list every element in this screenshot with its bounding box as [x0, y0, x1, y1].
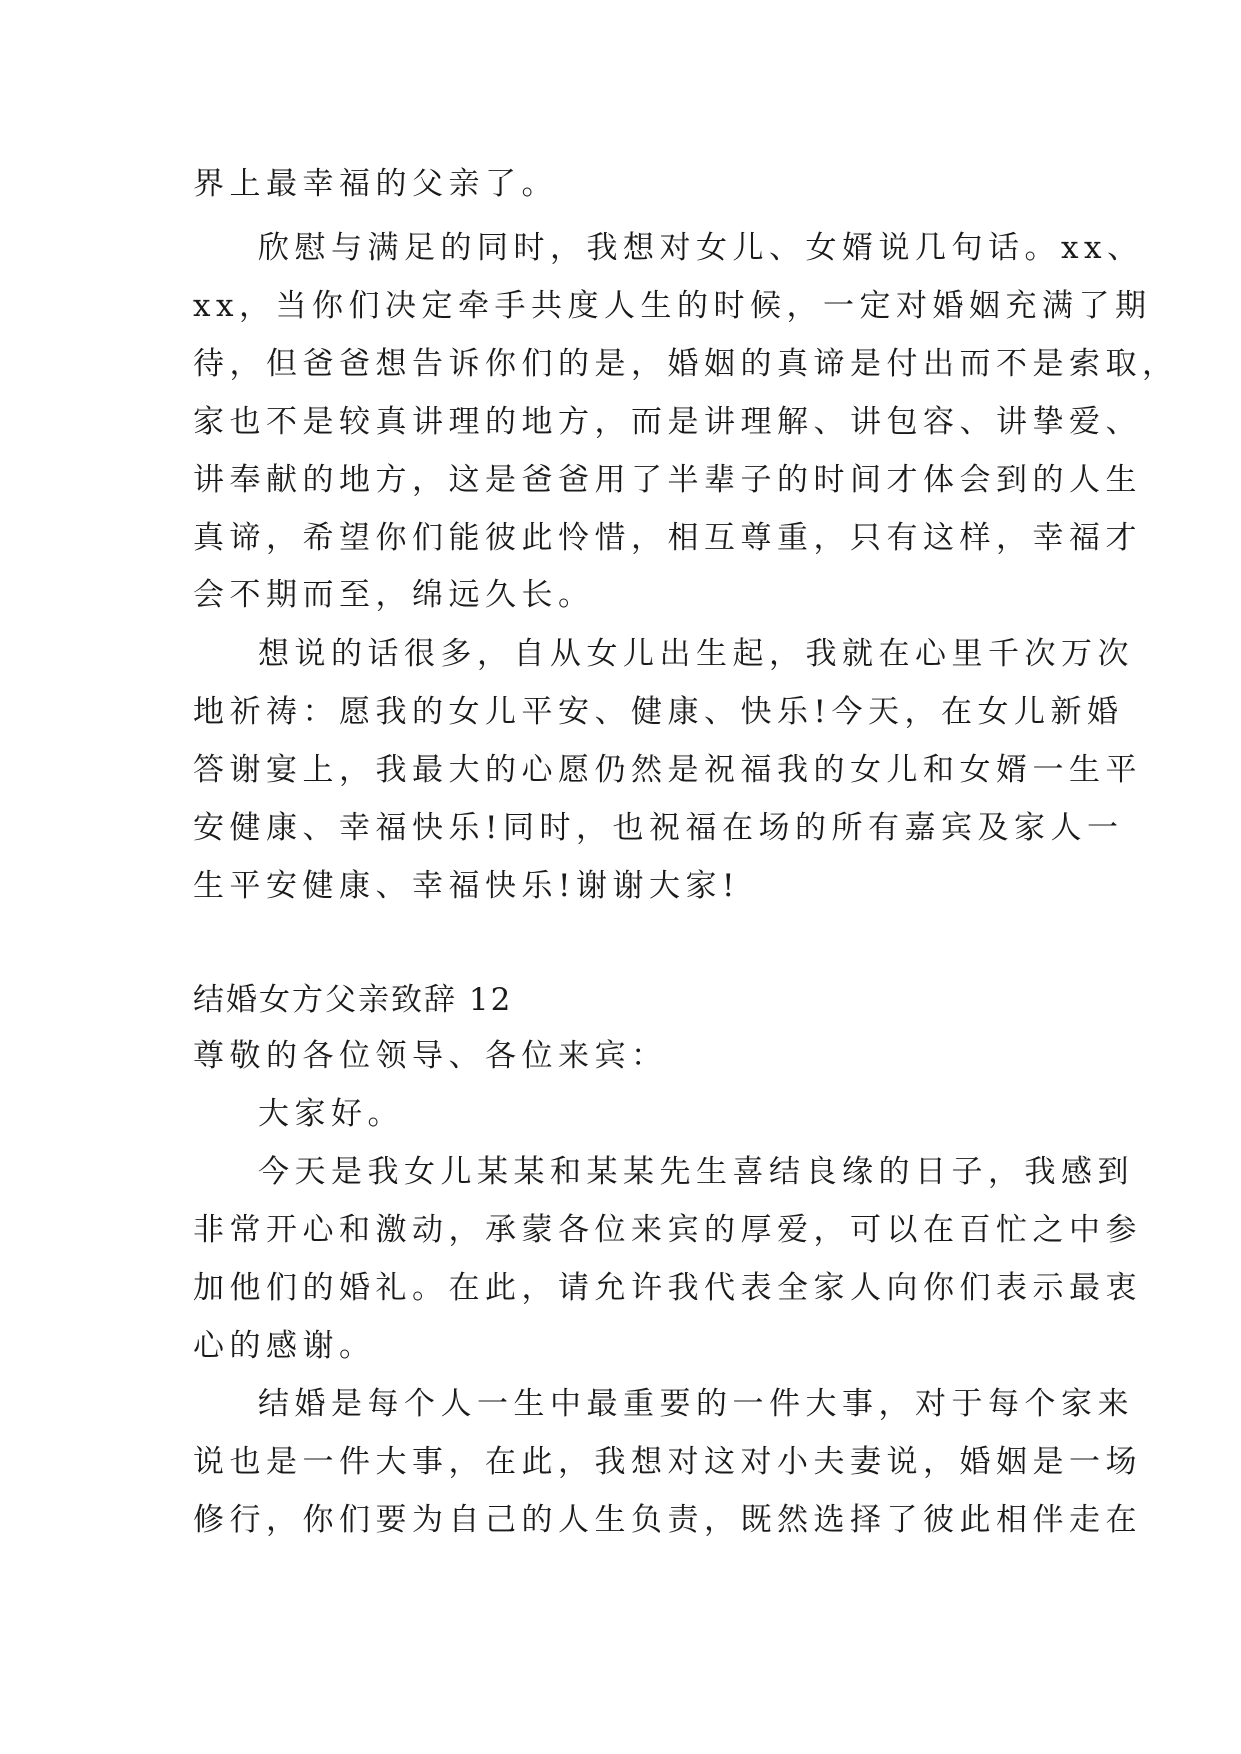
- text-line: 地祈祷：愿我的女儿平安、健康、快乐!今天，在女儿新婚: [193, 694, 1124, 730]
- text-line: 真谛，希望你们能彼此怜惜，相互尊重，只有这样，幸福才: [193, 520, 1142, 556]
- paragraph-first-line: 今天是我女儿某某和某某先生喜结良缘的日子，我感到: [258, 1154, 1134, 1190]
- text-line: 心的感谢。: [193, 1328, 376, 1364]
- text-line: 讲奉献的地方，这是爸爸用了半辈子的时间才体会到的人生: [193, 462, 1142, 498]
- text-line: 家也不是较真讲理的地方，而是讲理解、讲包容、讲挚爱、: [193, 404, 1142, 440]
- text-line: 安健康、幸福快乐!同时，也祝福在场的所有嘉宾及家人一: [193, 810, 1124, 846]
- text-line: xx，当你们决定牵手共度人生的时候，一定对婚姻充满了期: [193, 288, 1152, 324]
- text-line: 生平安健康、幸福快乐!谢谢大家!: [193, 868, 740, 904]
- greeting: 大家好。: [258, 1096, 404, 1132]
- text-line: 界上最幸福的父亲了。: [193, 166, 558, 202]
- text-line: 修行，你们要为自己的人生负责，既然选择了彼此相伴走在: [193, 1502, 1142, 1538]
- text-line: 待，但爸爸想告诉你们的是，婚姻的真谛是付出而不是索取，: [193, 346, 1179, 382]
- text-line: 加他们的婚礼。在此，请允许我代表全家人向你们表示最衷: [193, 1270, 1142, 1306]
- text-line: 会不期而至，绵远久长。: [193, 577, 595, 613]
- paragraph-first-line: 想说的话很多，自从女儿出生起，我就在心里千次万次: [258, 636, 1134, 672]
- salutation: 尊敬的各位领导、各位来宾：: [193, 1038, 668, 1074]
- section-heading: 结婚女方父亲致辞 12: [193, 982, 513, 1018]
- text-line: 非常开心和激动，承蒙各位来宾的厚爱，可以在百忙之中参: [193, 1212, 1142, 1248]
- paragraph-first-line: 欣慰与满足的同时，我想对女儿、女婿说几句话。xx、: [258, 230, 1144, 266]
- paragraph-first-line: 结婚是每个人一生中最重要的一件大事，对于每个家来: [258, 1386, 1134, 1422]
- text-line: 说也是一件大事，在此，我想对这对小夫妻说，婚姻是一场: [193, 1444, 1142, 1480]
- text-line: 答谢宴上，我最大的心愿仍然是祝福我的女儿和女婿一生平: [193, 752, 1142, 788]
